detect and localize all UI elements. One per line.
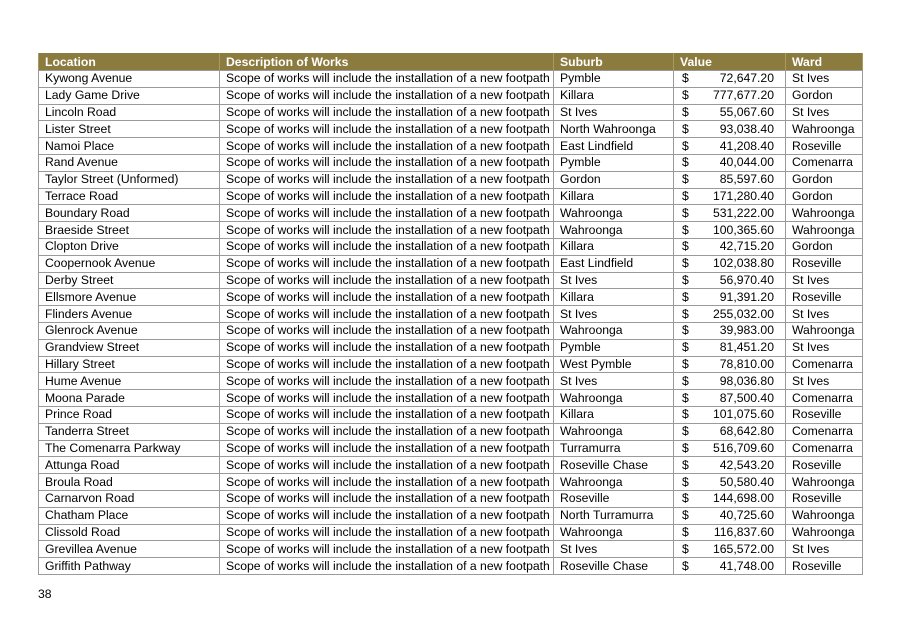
value-cell bbox=[674, 104, 786, 121]
currency-symbol: $ bbox=[682, 121, 689, 136]
description-cell: Scope of works will include the installation of a new footpath bbox=[220, 474, 554, 491]
value-cell bbox=[674, 171, 786, 188]
value-amount: 50,580.40 bbox=[719, 474, 774, 489]
ward-cell: Roseville bbox=[786, 558, 863, 575]
ward-cell: Roseville bbox=[786, 490, 863, 507]
value-amount: 39,983.00 bbox=[719, 323, 774, 338]
value-cell bbox=[674, 255, 786, 272]
ward-cell: Roseville bbox=[786, 138, 863, 155]
currency-symbol: $ bbox=[682, 155, 689, 170]
table-row bbox=[39, 238, 863, 255]
table-row bbox=[39, 138, 863, 155]
suburb-cell: Pymble bbox=[554, 154, 674, 171]
description-cell: Scope of works will include the installation of a new footpath bbox=[220, 255, 554, 272]
description-cell: Scope of works will include the installation of a new footpath bbox=[220, 171, 554, 188]
description-cell: Scope of works will include the installation of a new footpath bbox=[220, 87, 554, 104]
table-row bbox=[39, 222, 863, 239]
ward-cell: Gordon bbox=[786, 238, 863, 255]
value-amount: 81,451.20 bbox=[719, 340, 774, 355]
description-cell: Scope of works will include the installation of a new footpath bbox=[220, 205, 554, 222]
table-row bbox=[39, 490, 863, 507]
table-row bbox=[39, 474, 863, 491]
description-cell: Scope of works will include the installation of a new footpath bbox=[220, 390, 554, 407]
description-cell: Scope of works will include the installation of a new footpath bbox=[220, 440, 554, 457]
currency-symbol: $ bbox=[682, 172, 689, 187]
value-amount: 42,543.20 bbox=[719, 457, 774, 472]
location-cell: Clopton Drive bbox=[39, 238, 220, 255]
description-cell: Scope of works will include the installation of a new footpath bbox=[220, 71, 554, 88]
description-cell: Scope of works will include the installation of a new footpath bbox=[220, 138, 554, 155]
suburb-cell: St Ives bbox=[554, 104, 674, 121]
ward-cell: St Ives bbox=[786, 272, 863, 289]
value-cell bbox=[674, 322, 786, 339]
location-cell: Ellsmore Avenue bbox=[39, 289, 220, 306]
value-amount: 40,044.00 bbox=[719, 155, 774, 170]
suburb-cell: Wahroonga bbox=[554, 474, 674, 491]
ward-cell: Comenarra bbox=[786, 356, 863, 373]
location-cell: Grevillea Avenue bbox=[39, 541, 220, 558]
value-cell bbox=[674, 238, 786, 255]
ward-cell: St Ives bbox=[786, 306, 863, 323]
suburb-cell: Killara bbox=[554, 238, 674, 255]
suburb-cell: Wahroonga bbox=[554, 524, 674, 541]
table-row bbox=[39, 541, 863, 558]
value-cell bbox=[674, 558, 786, 575]
location-cell: Griffith Pathway bbox=[39, 558, 220, 575]
ward-cell: Roseville bbox=[786, 406, 863, 423]
table-row bbox=[39, 339, 863, 356]
currency-symbol: $ bbox=[682, 356, 689, 371]
value-cell bbox=[674, 71, 786, 88]
location-cell: Attunga Road bbox=[39, 457, 220, 474]
ward-cell: Comenarra bbox=[786, 390, 863, 407]
currency-symbol: $ bbox=[682, 205, 689, 220]
value-amount: 42,715.20 bbox=[719, 239, 774, 254]
ward-cell: Wahroonga bbox=[786, 474, 863, 491]
ward-cell: Comenarra bbox=[786, 154, 863, 171]
description-cell: Scope of works will include the installation of a new footpath bbox=[220, 356, 554, 373]
description-cell: Scope of works will include the installation of a new footpath bbox=[220, 272, 554, 289]
suburb-cell: Wahroonga bbox=[554, 322, 674, 339]
table-row bbox=[39, 272, 863, 289]
description-cell: Scope of works will include the installation of a new footpath bbox=[220, 406, 554, 423]
description-cell: Scope of works will include the installation of a new footpath bbox=[220, 457, 554, 474]
suburb-cell: St Ives bbox=[554, 373, 674, 390]
value-amount: 101,075.60 bbox=[713, 407, 774, 422]
description-cell: Scope of works will include the installation of a new footpath bbox=[220, 188, 554, 205]
value-amount: 41,208.40 bbox=[719, 138, 774, 153]
ward-cell: Wahroonga bbox=[786, 507, 863, 524]
value-amount: 171,280.40 bbox=[713, 188, 774, 203]
ward-cell: Roseville bbox=[786, 255, 863, 272]
suburb-cell: Wahroonga bbox=[554, 222, 674, 239]
location-cell: Lister Street bbox=[39, 121, 220, 138]
location-cell: Terrace Road bbox=[39, 188, 220, 205]
location-cell: Lady Game Drive bbox=[39, 87, 220, 104]
value-cell bbox=[674, 154, 786, 171]
description-cell: Scope of works will include the installation of a new footpath bbox=[220, 121, 554, 138]
location-cell: Grandview Street bbox=[39, 339, 220, 356]
value-cell bbox=[674, 289, 786, 306]
location-cell: Derby Street bbox=[39, 272, 220, 289]
location-cell: Glenrock Avenue bbox=[39, 322, 220, 339]
currency-symbol: $ bbox=[682, 524, 689, 539]
table-row bbox=[39, 87, 863, 104]
currency-symbol: $ bbox=[682, 272, 689, 287]
table-row bbox=[39, 289, 863, 306]
description-cell: Scope of works will include the installation of a new footpath bbox=[220, 541, 554, 558]
table-row bbox=[39, 558, 863, 575]
location-cell: Taylor Street (Unformed) bbox=[39, 171, 220, 188]
currency-symbol: $ bbox=[682, 491, 689, 506]
location-cell: Coopernook Avenue bbox=[39, 255, 220, 272]
description-cell: Scope of works will include the installation of a new footpath bbox=[220, 339, 554, 356]
value-cell bbox=[674, 490, 786, 507]
table-row bbox=[39, 423, 863, 440]
currency-symbol: $ bbox=[682, 71, 689, 86]
currency-symbol: $ bbox=[682, 508, 689, 523]
value-cell bbox=[674, 423, 786, 440]
table-row bbox=[39, 373, 863, 390]
header-ward: Ward bbox=[786, 53, 863, 71]
currency-symbol: $ bbox=[682, 457, 689, 472]
suburb-cell: Gordon bbox=[554, 171, 674, 188]
currency-symbol: $ bbox=[682, 424, 689, 439]
ward-cell: St Ives bbox=[786, 541, 863, 558]
value-amount: 55,067.60 bbox=[719, 104, 774, 119]
description-cell: Scope of works will include the installation of a new footpath bbox=[220, 373, 554, 390]
value-cell bbox=[674, 205, 786, 222]
ward-cell: Wahroonga bbox=[786, 222, 863, 239]
value-cell bbox=[674, 339, 786, 356]
description-cell: Scope of works will include the installation of a new footpath bbox=[220, 507, 554, 524]
table-body bbox=[39, 71, 863, 575]
value-amount: 144,698.00 bbox=[713, 491, 774, 506]
suburb-cell: Wahroonga bbox=[554, 205, 674, 222]
location-cell: Broula Road bbox=[39, 474, 220, 491]
description-cell: Scope of works will include the installation of a new footpath bbox=[220, 154, 554, 171]
currency-symbol: $ bbox=[682, 558, 689, 573]
location-cell: Lincoln Road bbox=[39, 104, 220, 121]
ward-cell: Wahroonga bbox=[786, 205, 863, 222]
table-row bbox=[39, 322, 863, 339]
currency-symbol: $ bbox=[682, 474, 689, 489]
description-cell: Scope of works will include the installation of a new footpath bbox=[220, 524, 554, 541]
table-row bbox=[39, 104, 863, 121]
description-cell: Scope of works will include the installation of a new footpath bbox=[220, 490, 554, 507]
value-amount: 56,970.40 bbox=[719, 272, 774, 287]
value-amount: 68,642.80 bbox=[719, 424, 774, 439]
value-amount: 100,365.60 bbox=[713, 222, 774, 237]
value-cell bbox=[674, 272, 786, 289]
value-cell bbox=[674, 541, 786, 558]
ward-cell: Roseville bbox=[786, 457, 863, 474]
value-amount: 40,725.60 bbox=[719, 508, 774, 523]
suburb-cell: West Pymble bbox=[554, 356, 674, 373]
suburb-cell: Pymble bbox=[554, 339, 674, 356]
value-cell bbox=[674, 390, 786, 407]
table-row bbox=[39, 356, 863, 373]
currency-symbol: $ bbox=[682, 340, 689, 355]
ward-cell: Gordon bbox=[786, 188, 863, 205]
table-row bbox=[39, 440, 863, 457]
ward-cell: Gordon bbox=[786, 87, 863, 104]
value-cell bbox=[674, 457, 786, 474]
suburb-cell: East Lindfield bbox=[554, 138, 674, 155]
ward-cell: Wahroonga bbox=[786, 524, 863, 541]
table-row bbox=[39, 188, 863, 205]
suburb-cell: Roseville Chase bbox=[554, 558, 674, 575]
header-description: Description of Works bbox=[220, 53, 554, 71]
value-amount: 116,837.60 bbox=[713, 524, 774, 539]
location-cell: Flinders Avenue bbox=[39, 306, 220, 323]
ward-cell: Roseville bbox=[786, 289, 863, 306]
value-cell bbox=[674, 87, 786, 104]
currency-symbol: $ bbox=[682, 440, 689, 455]
value-cell bbox=[674, 188, 786, 205]
value-amount: 165,572.00 bbox=[713, 541, 774, 556]
table-row bbox=[39, 71, 863, 88]
location-cell: Prince Road bbox=[39, 406, 220, 423]
currency-symbol: $ bbox=[682, 88, 689, 103]
page-number: 38 bbox=[38, 587, 52, 601]
location-cell: Namoi Place bbox=[39, 138, 220, 155]
table-row bbox=[39, 306, 863, 323]
table-row bbox=[39, 406, 863, 423]
currency-symbol: $ bbox=[682, 541, 689, 556]
currency-symbol: $ bbox=[682, 222, 689, 237]
currency-symbol: $ bbox=[682, 407, 689, 422]
header-suburb: Suburb bbox=[554, 53, 674, 71]
currency-symbol: $ bbox=[682, 373, 689, 388]
value-amount: 72,647.20 bbox=[719, 71, 774, 86]
table-row bbox=[39, 255, 863, 272]
ward-cell: St Ives bbox=[786, 373, 863, 390]
value-amount: 91,391.20 bbox=[719, 289, 774, 304]
suburb-cell: Turramurra bbox=[554, 440, 674, 457]
description-cell: Scope of works will include the installation of a new footpath bbox=[220, 306, 554, 323]
location-cell: Hume Avenue bbox=[39, 373, 220, 390]
suburb-cell: Wahroonga bbox=[554, 423, 674, 440]
currency-symbol: $ bbox=[682, 306, 689, 321]
value-cell bbox=[674, 406, 786, 423]
suburb-cell: Killara bbox=[554, 289, 674, 306]
ward-cell: Wahroonga bbox=[786, 322, 863, 339]
value-amount: 255,032.00 bbox=[713, 306, 774, 321]
description-cell: Scope of works will include the installation of a new footpath bbox=[220, 558, 554, 575]
ward-cell: Comenarra bbox=[786, 440, 863, 457]
description-cell: Scope of works will include the installation of a new footpath bbox=[220, 238, 554, 255]
ward-cell: St Ives bbox=[786, 71, 863, 88]
value-cell bbox=[674, 222, 786, 239]
table-row bbox=[39, 390, 863, 407]
location-cell: The Comenarra Parkway bbox=[39, 440, 220, 457]
location-cell: Boundary Road bbox=[39, 205, 220, 222]
table-row bbox=[39, 171, 863, 188]
currency-symbol: $ bbox=[682, 188, 689, 203]
location-cell: Rand Avenue bbox=[39, 154, 220, 171]
value-amount: 93,038.40 bbox=[719, 121, 774, 136]
location-cell: Braeside Street bbox=[39, 222, 220, 239]
location-cell: Chatham Place bbox=[39, 507, 220, 524]
value-cell bbox=[674, 373, 786, 390]
suburb-cell: Roseville bbox=[554, 490, 674, 507]
value-cell bbox=[674, 121, 786, 138]
value-amount: 41,748.00 bbox=[719, 558, 774, 573]
table-row bbox=[39, 507, 863, 524]
location-cell: Moona Parade bbox=[39, 390, 220, 407]
suburb-cell: Killara bbox=[554, 87, 674, 104]
suburb-cell: East Lindfield bbox=[554, 255, 674, 272]
ward-cell: St Ives bbox=[786, 104, 863, 121]
ward-cell: Comenarra bbox=[786, 423, 863, 440]
description-cell: Scope of works will include the installation of a new footpath bbox=[220, 104, 554, 121]
value-cell bbox=[674, 524, 786, 541]
table-row bbox=[39, 524, 863, 541]
table-header-row bbox=[39, 53, 863, 71]
suburb-cell: Killara bbox=[554, 406, 674, 423]
currency-symbol: $ bbox=[682, 323, 689, 338]
suburb-cell: Pymble bbox=[554, 71, 674, 88]
value-cell bbox=[674, 306, 786, 323]
value-amount: 87,500.40 bbox=[719, 390, 774, 405]
value-cell bbox=[674, 356, 786, 373]
currency-symbol: $ bbox=[682, 104, 689, 119]
value-cell bbox=[674, 138, 786, 155]
table-row bbox=[39, 457, 863, 474]
suburb-cell: North Turramurra bbox=[554, 507, 674, 524]
currency-symbol: $ bbox=[682, 138, 689, 153]
suburb-cell: Killara bbox=[554, 188, 674, 205]
table-row bbox=[39, 121, 863, 138]
ward-cell: Gordon bbox=[786, 171, 863, 188]
value-amount: 516,709.60 bbox=[713, 440, 774, 455]
value-amount: 531,222.00 bbox=[713, 205, 774, 220]
currency-symbol: $ bbox=[682, 390, 689, 405]
suburb-cell: St Ives bbox=[554, 541, 674, 558]
currency-symbol: $ bbox=[682, 256, 689, 271]
value-amount: 98,036.80 bbox=[719, 373, 774, 388]
location-cell: Kywong Avenue bbox=[39, 71, 220, 88]
suburb-cell: Wahroonga bbox=[554, 390, 674, 407]
ward-cell: St Ives bbox=[786, 339, 863, 356]
value-cell bbox=[674, 507, 786, 524]
value-cell bbox=[674, 474, 786, 491]
description-cell: Scope of works will include the installation of a new footpath bbox=[220, 222, 554, 239]
header-value: Value bbox=[674, 53, 786, 71]
location-cell: Carnarvon Road bbox=[39, 490, 220, 507]
suburb-cell: St Ives bbox=[554, 272, 674, 289]
value-cell bbox=[674, 440, 786, 457]
description-cell: Scope of works will include the installation of a new footpath bbox=[220, 289, 554, 306]
value-amount: 777,677.20 bbox=[713, 88, 774, 103]
value-amount: 102,038.80 bbox=[713, 256, 774, 271]
location-cell: Hillary Street bbox=[39, 356, 220, 373]
header-location: Location bbox=[39, 53, 220, 71]
suburb-cell: North Wahroonga bbox=[554, 121, 674, 138]
value-amount: 78,810.00 bbox=[719, 356, 774, 371]
currency-symbol: $ bbox=[682, 239, 689, 254]
suburb-cell: Roseville Chase bbox=[554, 457, 674, 474]
footpath-works-table bbox=[38, 53, 863, 575]
location-cell: Tanderra Street bbox=[39, 423, 220, 440]
suburb-cell: St Ives bbox=[554, 306, 674, 323]
description-cell: Scope of works will include the installation of a new footpath bbox=[220, 322, 554, 339]
value-amount: 85,597.60 bbox=[719, 172, 774, 187]
location-cell: Clissold Road bbox=[39, 524, 220, 541]
ward-cell: Wahroonga bbox=[786, 121, 863, 138]
table-row bbox=[39, 154, 863, 171]
table-row bbox=[39, 205, 863, 222]
currency-symbol: $ bbox=[682, 289, 689, 304]
description-cell: Scope of works will include the installation of a new footpath bbox=[220, 423, 554, 440]
